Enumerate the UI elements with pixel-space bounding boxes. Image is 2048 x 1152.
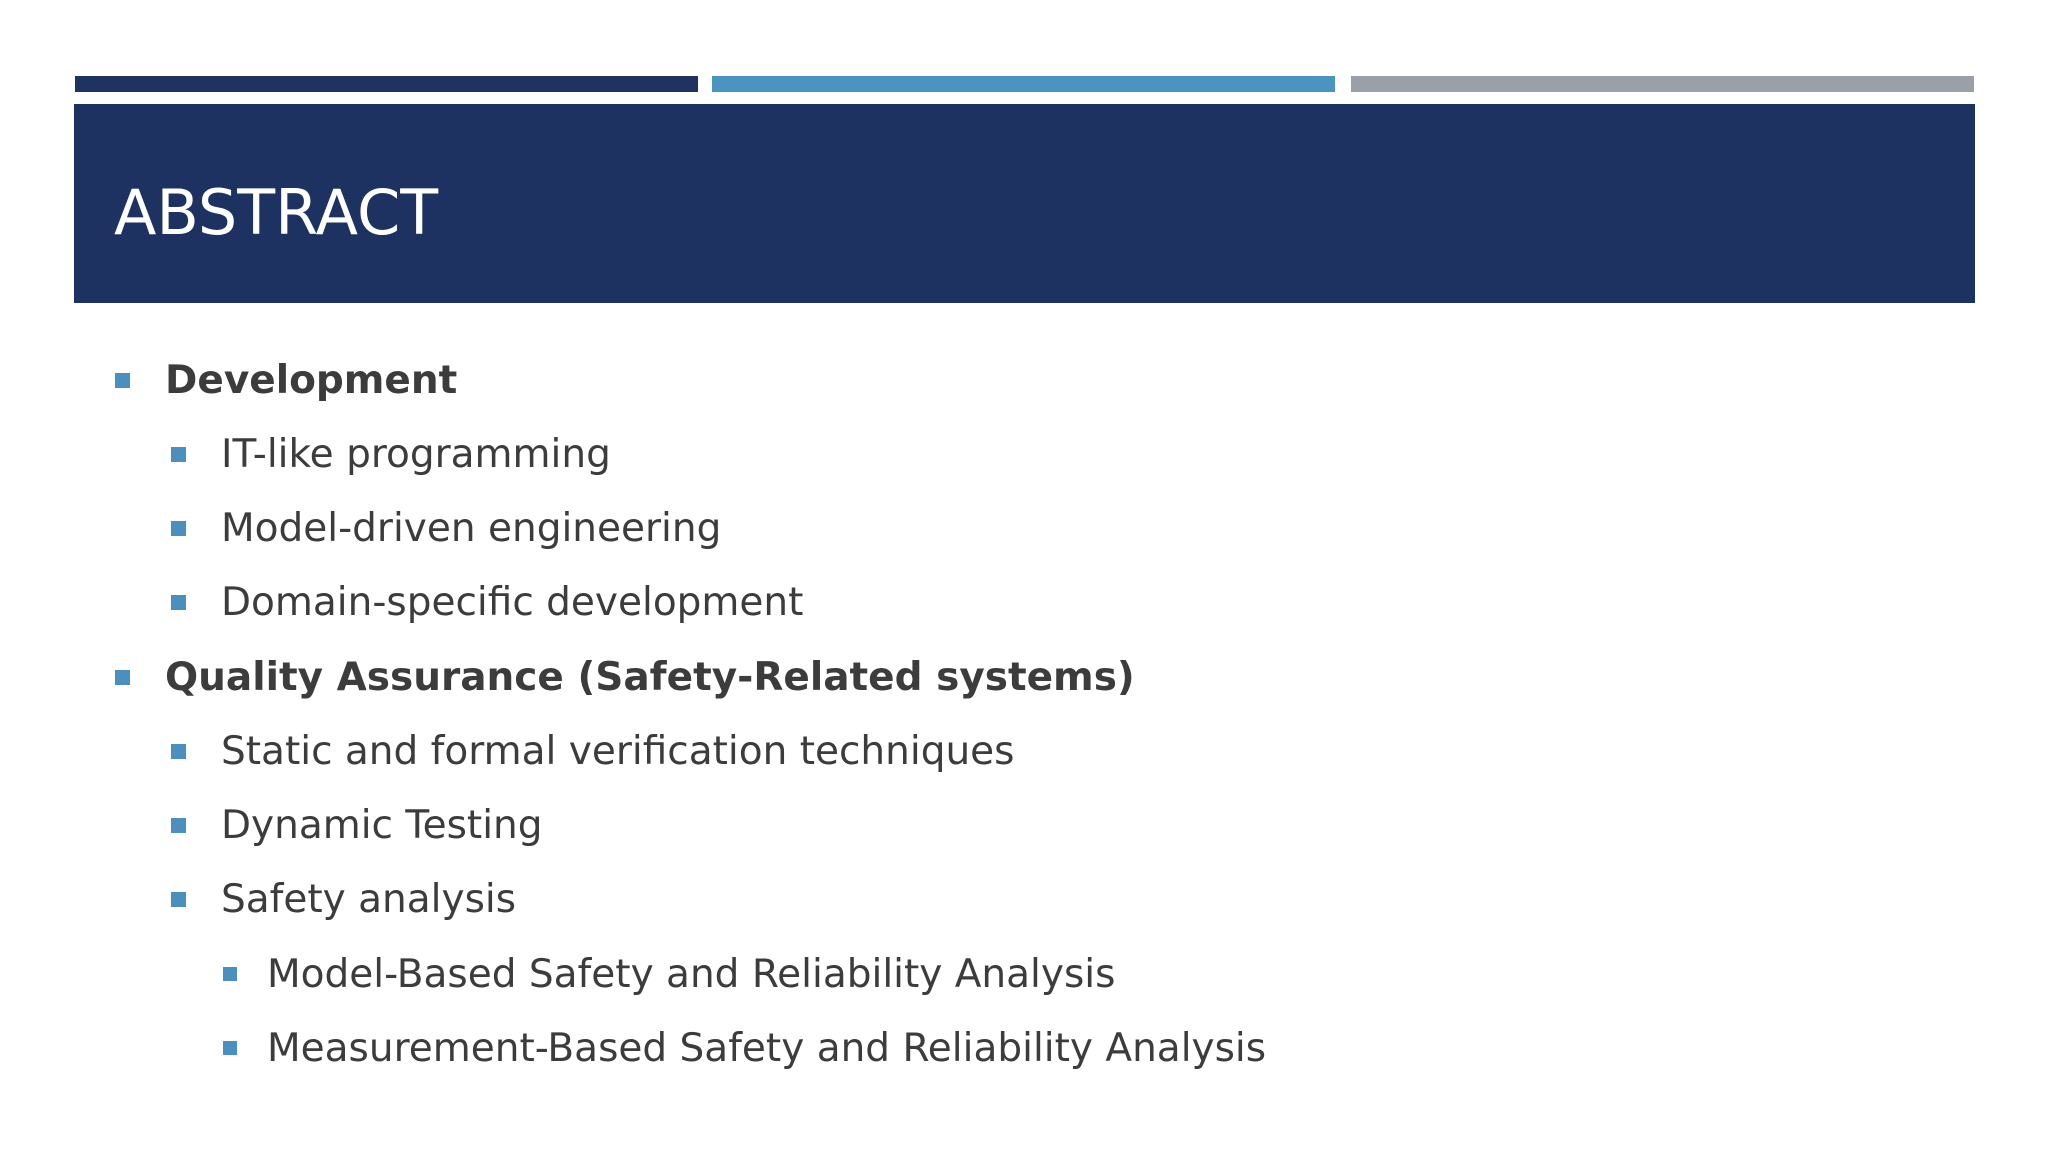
outline-item-static-formal-verification — [171, 726, 1014, 776]
accent-bar-navy — [75, 76, 698, 92]
outline-item-label: Static and formal verification techniques — [221, 728, 1015, 774]
square-bullet-icon — [171, 744, 186, 759]
title-banner — [74, 104, 1975, 303]
outline-item-label: IT-like programming — [221, 431, 611, 477]
outline-item-label: Measurement-Based Safety and Reliability Analysis — [267, 1025, 1267, 1071]
square-bullet-icon — [223, 967, 237, 981]
square-bullet-icon — [171, 595, 186, 610]
square-bullet-icon — [115, 373, 130, 388]
outline-item-label: Model-Based Safety and Reliability Analysis — [267, 951, 1116, 997]
square-bullet-icon — [223, 1041, 237, 1055]
outline-item-measurement-based-safety — [223, 1023, 1266, 1073]
square-bullet-icon — [171, 521, 186, 536]
slide-title: ABSTRACT — [114, 176, 439, 249]
square-bullet-icon — [171, 447, 186, 462]
outline-item-label: Safety analysis — [221, 876, 517, 922]
outline-item-label: Quality Assurance (Safety-Related systems) — [165, 654, 1135, 700]
square-bullet-icon — [171, 818, 186, 833]
accent-bar-gray — [1351, 76, 1974, 92]
outline-item-it-like-programming — [171, 429, 611, 479]
outline-item-label: Dynamic Testing — [221, 802, 543, 848]
outline-item-label: Domain-specific development — [221, 579, 804, 625]
square-bullet-icon — [115, 670, 130, 685]
accent-bar-blue — [712, 76, 1335, 92]
outline-item-quality-assurance — [115, 652, 1135, 702]
outline-item-label: Model-driven engineering — [221, 505, 722, 551]
outline-item-safety-analysis — [171, 874, 516, 924]
square-bullet-icon — [171, 892, 186, 907]
outline-item-dynamic-testing — [171, 800, 543, 850]
outline-item-model-based-safety — [223, 949, 1115, 999]
outline-item-label: Development — [165, 357, 458, 403]
outline-item-model-driven-engineering — [171, 503, 721, 553]
outline-item-development — [115, 355, 457, 405]
outline-item-domain-specific-development — [171, 577, 803, 627]
